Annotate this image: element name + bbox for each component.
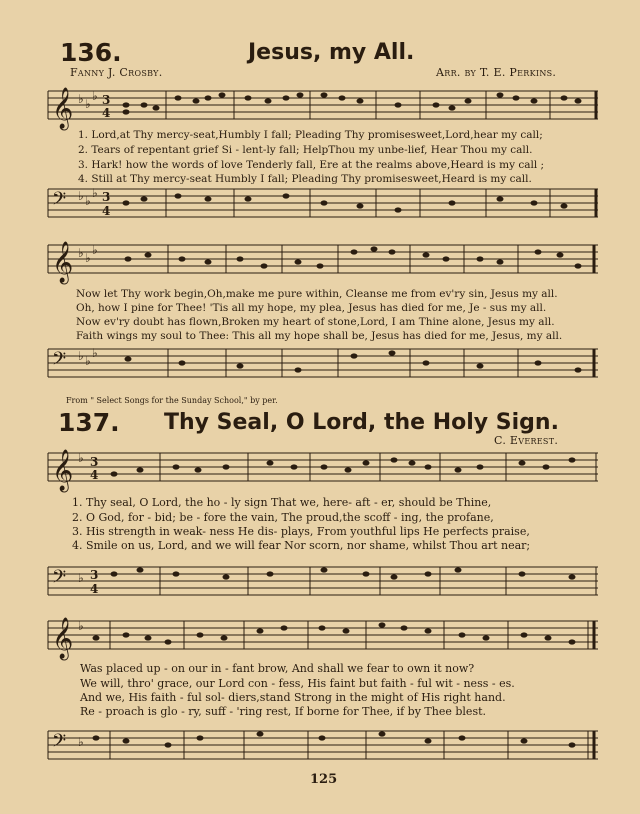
svg-text:♭: ♭ (92, 243, 98, 257)
svg-text:𝄞: 𝄞 (52, 88, 74, 129)
hymn-137-composer: C. Everest. (494, 434, 559, 447)
hymn-137-s1-verse-4: 4. Smile on us, Lord, and we will fear Nor scorn, nor shame, whilst Thou art near; (72, 539, 531, 552)
hymn-136-arranger: Arr. by T. E. Perkins. (436, 66, 557, 79)
hymn-136-s2-verse-2: Oh, how I pine for Thee! 'Tis all my hope, my plea, Jesus has died for me, Je - sus my all. (76, 302, 547, 314)
hymn-136-s1-verse-1: 1. Lord,at Thy mercy-seat,Humbly I fall; Pleading Thy promisesweet,Lord,hear my call; (78, 129, 543, 141)
hymn-136-s1-verse-4: 4. Still at Thy mercy-seat Humbly I fall; Pleading Thy promisesweet,Heard is my call. (78, 173, 532, 185)
hymn-137-s2-verse-3: And we, His faith - ful sol- diers,stand Strong in the might of His right hand. (80, 691, 506, 704)
hymn-136-system-2-treble-staff (48, 240, 600, 290)
hymn-136-s2-verse-4: Faith wings my soul to Thee: This all my hope shall be, Jesus has died for me, Jesus, my all. (76, 330, 563, 342)
hymn-137-number: 137. (58, 408, 120, 437)
svg-text:3: 3 (102, 190, 111, 204)
svg-text:♭: ♭ (92, 346, 98, 360)
svg-text:𝄞: 𝄞 (52, 242, 74, 283)
hymn-137-title: Thy Seal, O Lord, the Holy Sign. (164, 410, 559, 435)
hymn-137-s1-verse-1: 1. Thy seal, O Lord, the ho - ly sign That we, here- aft - er, should be Thine, (72, 496, 492, 509)
svg-text:♭: ♭ (85, 251, 91, 265)
source-note: From " Select Songs for the Sunday School," by per. (66, 396, 278, 405)
hymn-136-author: Fanny J. Crosby. (70, 66, 163, 79)
hymn-137-s2-verse-4: Re - proach is glo - ry, suff - 'ring rest, If borne for Thee, if by Thee blest. (80, 705, 487, 718)
svg-text:♭: ♭ (92, 186, 98, 200)
hymn-137-system-2-treble-staff (48, 616, 600, 666)
svg-text:♭: ♭ (78, 571, 84, 585)
page-number: 125 (310, 772, 338, 787)
hymn-136-s2-verse-1: Now let Thy work begin,Oh,make me pure within, Cleanse me from ev'ry sin, Jesus my all. (76, 288, 558, 300)
svg-text:4: 4 (102, 204, 111, 218)
svg-text:♭: ♭ (78, 349, 84, 363)
hymn-136-system-1-bass-staff (48, 186, 600, 226)
svg-text:♭: ♭ (85, 194, 91, 208)
hymn-136-s2-verse-3: Now ev'ry doubt has flown,Broken my heart of stone,Lord, I am Thine alone, Jesus my all. (76, 316, 555, 328)
hymn-136-s1-verse-2: 2. Tears of repentant grief Si - lent-ly fall; HelpThou my unbe-lief, Hear Thou my call. (78, 144, 533, 156)
svg-text:♭: ♭ (85, 97, 91, 111)
hymn-137-s2-verse-2: We will, thro' grace, our Lord con - fess, His faint but faith - ful wit - ness - es. (80, 677, 515, 690)
svg-text:3: 3 (90, 455, 99, 469)
hymn-137-s2-verse-1: Was placed up - on our in - fant brow, And shall we fear to own it now? (80, 662, 475, 675)
time-sig-top: 3 (102, 93, 111, 107)
svg-text:𝄢: 𝄢 (52, 567, 67, 592)
svg-text:𝄢: 𝄢 (52, 731, 67, 756)
svg-text:𝄢: 𝄢 (52, 349, 67, 374)
svg-text:♭: ♭ (78, 246, 84, 260)
hymn-137-system-2-bass-staff (48, 724, 600, 768)
hymn-136-number: 136. (60, 38, 122, 67)
svg-text:4: 4 (90, 468, 99, 482)
hymn-136-s1-verse-3: 3. Hark! how the words of love Tenderly fall, Ere at the realms above,Heard is my call ; (78, 159, 545, 171)
svg-text:♭: ♭ (78, 92, 84, 106)
svg-text:𝄞: 𝄞 (52, 450, 74, 491)
svg-text:♭: ♭ (85, 354, 91, 368)
time-sig-bottom: 4 (102, 106, 111, 120)
svg-text:𝄢: 𝄢 (52, 189, 67, 214)
hymn-137-s1-verse-3: 3. His strength in weak- ness He dis- plays, From youthful lips He perfects praise, (72, 525, 530, 538)
svg-text:𝄞: 𝄞 (52, 618, 74, 659)
hymn-137-system-1-treble-staff (48, 448, 600, 498)
svg-text:♭: ♭ (78, 619, 84, 633)
hymn-136-title: Jesus, my All. (248, 40, 415, 65)
svg-text:♭: ♭ (78, 451, 84, 465)
svg-text:4: 4 (90, 582, 99, 596)
hymn-137-s1-verse-2: 2. O God, for - bid; be - fore the vain, The proud,the scoff - ing, the profane, (72, 511, 494, 524)
svg-text:♭: ♭ (78, 189, 84, 203)
hymn-137-system-1-bass-staff (48, 560, 600, 604)
svg-text:♭: ♭ (78, 735, 84, 749)
hymn-136-system-2-bass-staff (48, 344, 600, 388)
svg-text:♭: ♭ (92, 89, 98, 103)
svg-text:3: 3 (90, 568, 99, 582)
